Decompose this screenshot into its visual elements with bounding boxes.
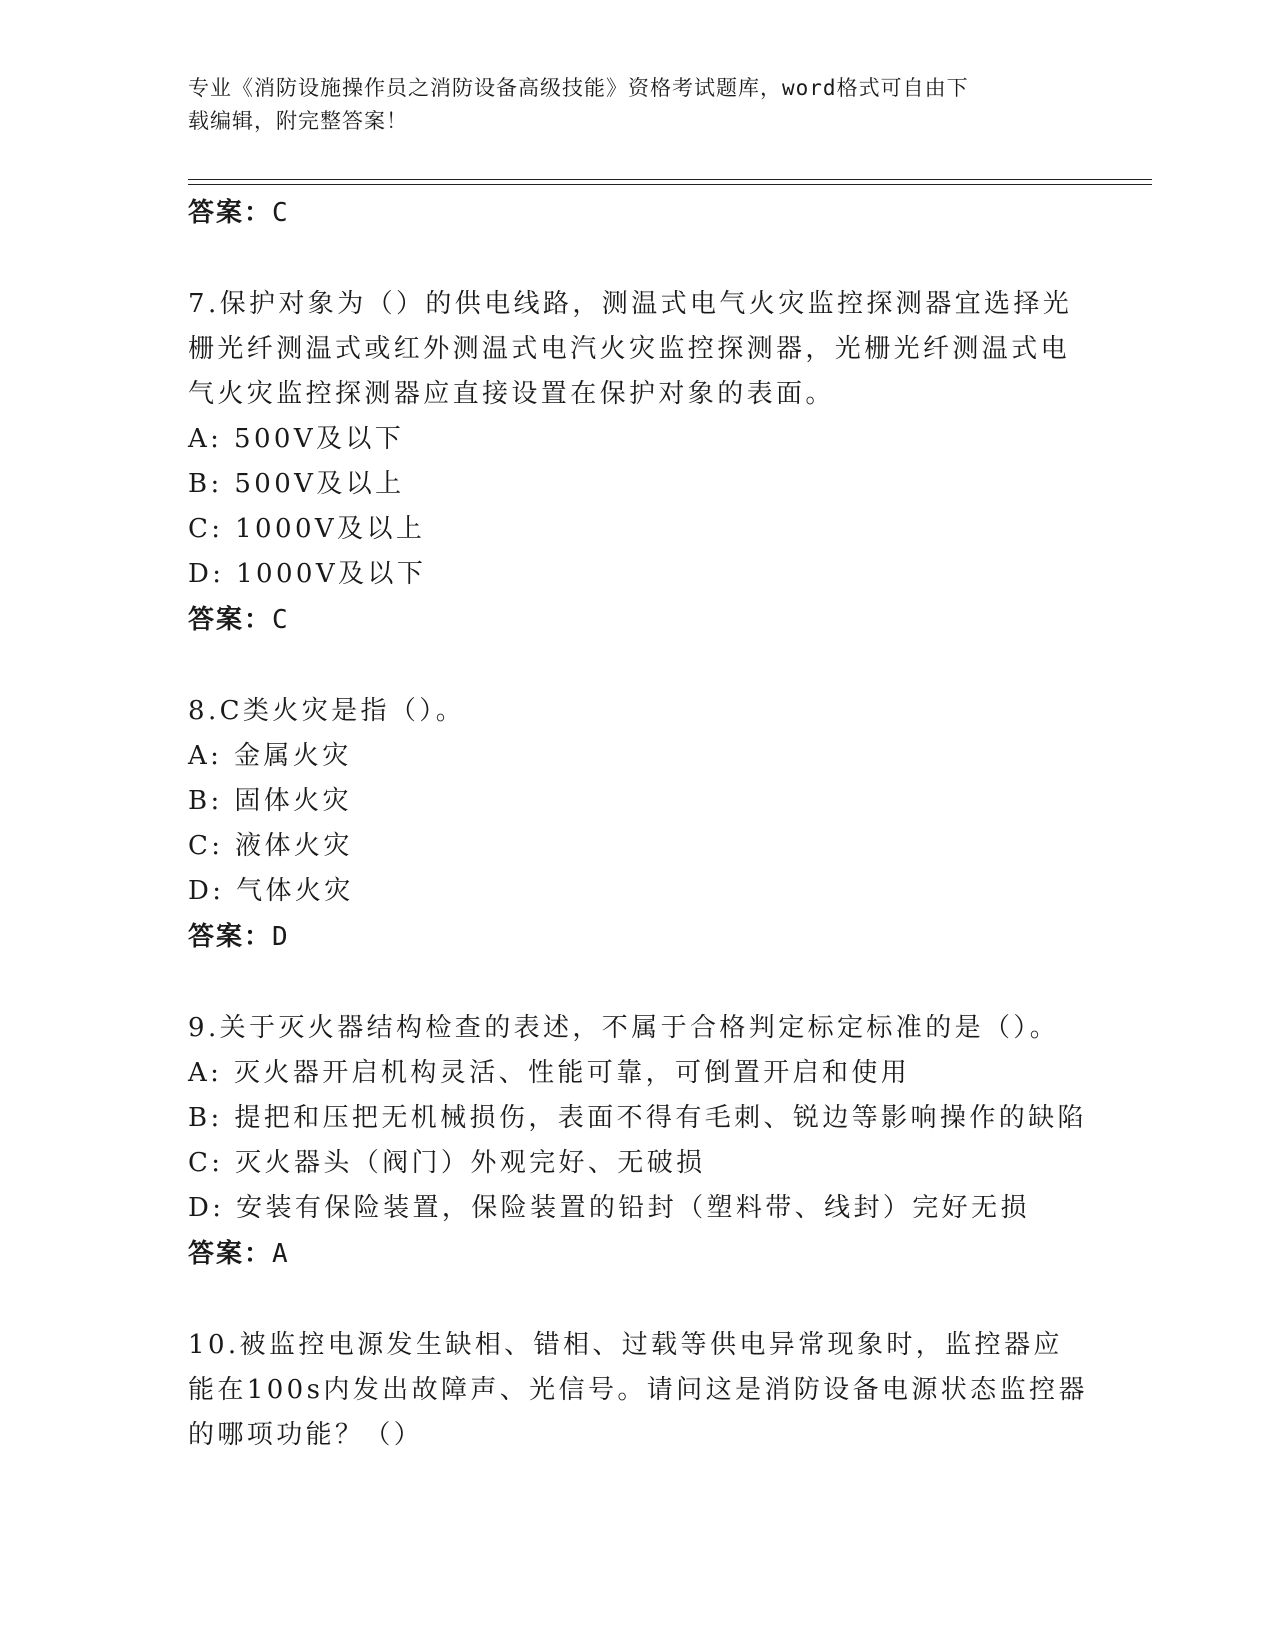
answer-line <box>188 1231 1088 1277</box>
answer-label: 答案： <box>188 605 273 635</box>
answer-label: 答案： <box>188 1239 273 1269</box>
answer-value: A <box>272 1239 289 1269</box>
header-rule-top <box>188 179 1152 180</box>
option-b: B: 500V及以上 <box>188 469 405 499</box>
header-line-2: 载编辑，附完整答案！ <box>188 109 408 133</box>
answer-value: D <box>272 922 289 952</box>
spacer <box>188 960 1088 1006</box>
option-a: A: 灭火器开启机构灵活、性能可靠，可倒置开启和使用 <box>188 1058 911 1088</box>
question-block <box>188 1323 1088 1458</box>
option-d: D: 安装有保险装置，保险装置的铅封（塑料带、线封）完好无损 <box>188 1193 1030 1223</box>
spacer <box>188 1277 1088 1323</box>
option-a: A: 金属火灾 <box>188 741 352 771</box>
question-stem: 7.保护对象为（）的供电线路，测温式电气火灾监控探测器宜选择光栅光纤测温式或红外测温式电汽火灾监控探测器，光栅光纤测温式电气火灾监控探测器应直接设置在保护对象的表面。 <box>188 289 1073 409</box>
header-line-1: 专业《消防设施操作员之消防设备高级技能》资格考试题库，word格式可自由下 <box>188 76 969 100</box>
spacer <box>188 643 1088 689</box>
answer-value: C <box>272 605 289 635</box>
question-block <box>188 689 1088 960</box>
header-rule-bottom <box>188 184 1152 185</box>
question-block <box>188 1006 1088 1277</box>
option-c: C: 灭火器头（阀门）外观完好、无破损 <box>188 1148 706 1178</box>
answer-value: C <box>272 198 289 228</box>
option-d: D: 1000V及以下 <box>188 559 427 589</box>
option-c: C: 液体火灾 <box>188 831 353 861</box>
answer-line <box>188 597 1088 643</box>
answer-line <box>188 914 1088 960</box>
question-stem: 8.C类火灾是指（）。 <box>188 696 466 726</box>
answer-line <box>188 190 1088 236</box>
option-b: B: 固体火灾 <box>188 786 352 816</box>
question-stem: 9.关于灭火器结构检查的表述，不属于合格判定标定标准的是（）。 <box>188 1013 1060 1043</box>
question-content <box>188 190 1088 1458</box>
question-block <box>188 282 1088 643</box>
answer-label: 答案： <box>188 198 273 228</box>
option-a: A: 500V及以下 <box>188 424 405 454</box>
answer-label: 答案： <box>188 922 273 952</box>
option-b: B: 提把和压把无机械损伤，表面不得有毛刺、锐边等影响操作的缺陷 <box>188 1103 1087 1133</box>
option-d: D: 气体火灾 <box>188 876 354 906</box>
option-c: C: 1000V及以上 <box>188 514 426 544</box>
page-header <box>188 72 1088 138</box>
question-stem: 10.被监控电源发生缺相、错相、过载等供电异常现象时，监控器应能在100s内发出故障声、光信号。请问这是消防设备电源状态监控器的哪项功能？（） <box>188 1330 1088 1450</box>
